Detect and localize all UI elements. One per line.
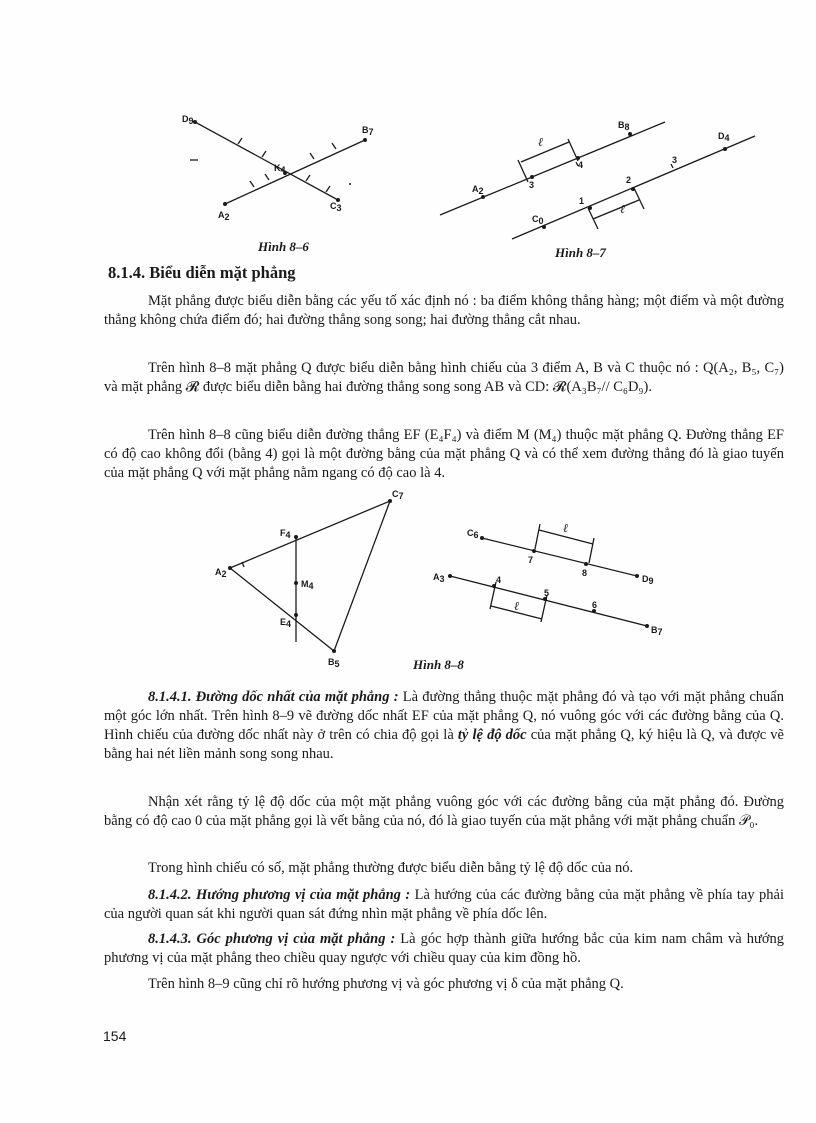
label-f4: F4: [280, 528, 291, 540]
figure-8-6: [160, 105, 380, 235]
tick-4: 4: [496, 575, 502, 585]
label-c3: C3: [330, 201, 342, 213]
label-b5: B5: [328, 657, 340, 669]
label-k4: K4: [274, 163, 286, 175]
caption-fig-8-7: Hình 8–7: [555, 245, 606, 260]
tick-3-lower: 3: [672, 155, 678, 165]
label-a2: A2: [215, 567, 227, 579]
tick-6: 6: [592, 600, 598, 610]
subsection-body: Là hướng của các đường bằng của mặt phẳng về phía tay phải của người quan sát khi người quan sát đứng nhìn mặt phẳng về phía dốc lên.: [104, 887, 785, 922]
label-e4: E4: [280, 617, 292, 629]
paragraph-remark: Nhận xét rằng tỷ lệ độ dốc của một mặt phẳng vuông góc với các đường bằng của mặt phẳng đó. Đường bằng có độ cao 0 của mặt phẳng gọi là vết bằng của nó, đó là giao tuyến của mặt phẳng với mặt phẳng chuẩn 𝒫₀.: [104, 794, 784, 829]
label-d9: D9: [182, 114, 194, 126]
tick-8: 8: [582, 568, 588, 578]
subsection-body: Là góc hợp thành giữa hướng bắc của kim nam châm và hướng phương vị của mặt phẳng theo chiều quay ngược với chiều quay của kim đồng hồ.: [104, 931, 784, 966]
subsection-8-1-4-3: [104, 930, 784, 968]
caption-fig-8-8: Hình 8–8: [413, 657, 464, 672]
tick-3-upper: 3: [529, 180, 535, 190]
ell-upper: ℓ: [563, 521, 568, 535]
subsection-body-b: của mặt phẳng Q, ký hiệu là Q, và được vẽ bằng hai nét liền mảnh song song nhau.: [104, 727, 784, 762]
label-c6: C6: [467, 528, 479, 540]
paragraph-1: Mặt phẳng được biểu diễn bằng các yếu tố xác định nó : ba điểm không thẳng hàng; một điểm và một đường thẳng không chứa điểm đó; hai đường thẳng song song; hai đường thẳng cắt nhau.: [104, 293, 784, 328]
paragraph-last: Trên hình 8–9 cũng chỉ rõ hướng phương vị và góc phương vị δ của mặt phẳng Q.: [148, 976, 624, 992]
subsection-body-a: Là đường thẳng thuộc mặt phẳng đó và tạo với mặt phẳng chuẩn một góc lớn nhất. Trên hình 8–9 vẽ đường dốc nhất EF của mặt phẳng Q, nó vuông góc với các đường bằng của Q. Hình chiếu của đường dốc nhất này ở trên có chia độ gọi là: [104, 689, 784, 743]
caption-fig-8-6: Hình 8–6: [258, 239, 309, 254]
label-a3: A3: [433, 572, 445, 584]
subsection-8-1-4-2: [104, 886, 784, 924]
figure-8-7: [440, 112, 770, 247]
subsection-8-1-4-1: [104, 688, 784, 764]
tick-5: 5: [544, 588, 550, 598]
label-d4: D4: [718, 131, 730, 143]
label-b8: B8: [618, 120, 630, 132]
label-c0: C0: [532, 214, 544, 226]
label-a2: A2: [472, 184, 484, 196]
tick-2: 2: [626, 175, 632, 185]
paragraph-3: Trên hình 8–8 cũng biểu diễn đường thẳng EF (E₄F₄) và điểm M (M₄) thuộc mặt phẳng Q. Đường thẳng EF có độ cao không đổi (bằng 4) gọi là một đường bằng của mặt phẳng Q và có thể xem đường thẳng đó là giao tuyến của mặt phẳng Q với mặt phẳng nằm ngang có độ cao là 4.: [104, 427, 784, 481]
term-ty-le-do-doc: tỷ lệ độ dốc: [457, 727, 527, 743]
subsection-title: 8.1.4.2. Hướng phương vị của mặt phẳng :: [148, 887, 411, 903]
ell-upper: ℓ: [538, 135, 543, 149]
paragraph-2: Trên hình 8–8 mặt phẳng Q được biểu diễn bằng hình chiếu của 3 điểm A, B và C thuộc nó : Q(A₂, B₅, C₇) và mặt phẳng 𝓡 được biểu diễn bằng hai đường thẳng song song AB và CD: 𝓡(A₃B₇// C₆D₉).: [104, 360, 784, 395]
ell-lower: ℓ: [514, 599, 519, 613]
subsection-title: 8.1.4.3. Góc phương vị của mặt phẳng :: [148, 931, 396, 947]
tick-4-upper: 4: [578, 160, 584, 170]
page-number: 154: [103, 1028, 127, 1044]
label-a2: A2: [218, 210, 230, 222]
label-c7: C7: [392, 489, 404, 501]
ell-lower: ℓ: [620, 202, 625, 216]
tick-1: 1: [579, 196, 585, 206]
label-m4: M4: [301, 579, 314, 591]
subsection-title: 8.1.4.1. Đường dốc nhất của mặt phẳng :: [148, 689, 399, 705]
label-b7: B7: [651, 625, 663, 637]
paragraph-indexed-projection: Trong hình chiếu có số, mặt phẳng thường được biểu diễn bằng tỷ lệ độ dốc của nó.: [148, 860, 634, 876]
label-b7: B7: [362, 125, 374, 137]
section-heading: 8.1.4. Biểu diễn mặt phẳng: [108, 263, 296, 282]
figure-8-8: [210, 488, 690, 678]
tick-7: 7: [528, 555, 534, 565]
label-d9: D9: [642, 574, 654, 586]
